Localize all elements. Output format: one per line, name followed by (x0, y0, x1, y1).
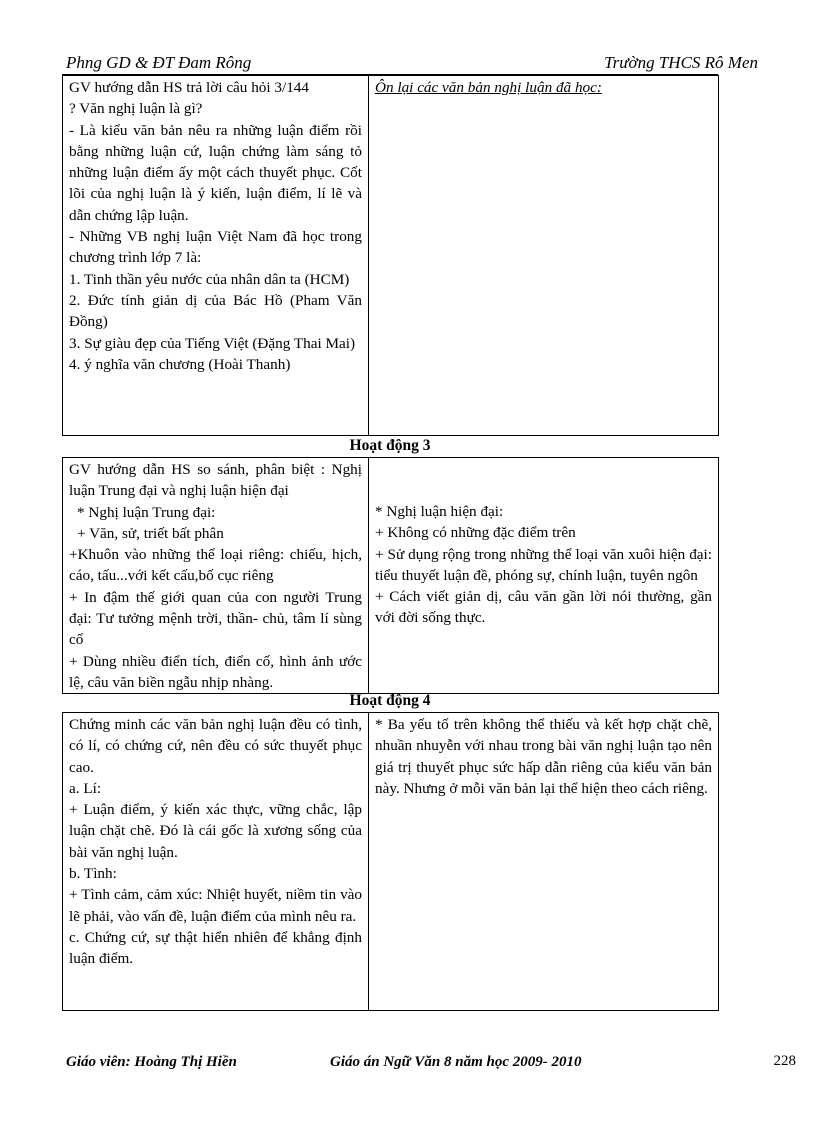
text-line: * Nghị luận Trung đại: (77, 503, 216, 521)
text-line: 1. Tinh thần yêu nước của nhân dân ta (HCM) (69, 270, 350, 288)
footer-teacher: Giáo viên: Hoàng Thị Hiền (66, 1054, 237, 1070)
text-line: + Sử dụng rộng trong những thể loại văn xuôi hiện đại: tiểu thuyết luận đề, phóng sự, chính luận, tuyên ngôn (375, 545, 712, 584)
section-4-row (63, 713, 719, 1011)
section-3-right-cell (369, 458, 719, 694)
section-4-right-cell (369, 713, 719, 1011)
section-1-table (62, 75, 719, 436)
text-line: 4. ý nghĩa văn chương (Hoài Thanh) (69, 355, 291, 373)
text-line: ? Văn nghị luận là gì? (69, 100, 203, 118)
text-line: GV hướng dẫn HS trả lời câu hỏi 3/144 (69, 79, 309, 96)
text-line: + Tình cảm, cảm xúc: Nhiệt huyết, niềm tin vào lẽ phải, vào vấn đề, luận điểm của mình nêu ra. (69, 886, 362, 925)
section-3-left-cell (63, 458, 369, 694)
activity-3-heading: Hoạt động 3 (349, 437, 431, 454)
text-line: c. Chứng cứ, sự thật hiển nhiên để khẳng định luận điểm. (69, 928, 362, 968)
text-line: - Những VB nghị luận Việt Nam đã học trong chương trình lớp 7 là: (69, 228, 362, 267)
text-line: +Khuôn vào những thể loại riêng: chiếu, hịch, cáo, tấu...với kết cấu,bố cục riêng (69, 546, 362, 585)
section-3-row (63, 458, 719, 694)
text-line: + In đậm thế giới quan của con người Trung đại: Tư tưởng mệnh trời, thần- chủ, tâm lí sùng cổ (69, 588, 362, 649)
page-number: 228 (773, 1053, 796, 1069)
text-line: 2. Đức tính giản dị của Bác Hồ (Pham Văn Đồng) (69, 291, 362, 331)
section-4-table (62, 712, 719, 1011)
text-line: + Cách viết giản dị, câu văn gần lời nói thường, gần với đời sống thực. (375, 588, 712, 627)
activity-4-heading: Hoạt động 4 (349, 692, 431, 709)
section-3-table (62, 457, 719, 694)
section-1-left-cell (63, 76, 369, 436)
text-line: * Ba yếu tố trên không thể thiếu và kết hợp chặt chẽ, nhuần nhuyễn với nhau trong bài văn nghị luận tạo nên giá trị thuyết phục sức hấp dẫn riêng của kiểu văn bản này. Nhưng ở mỗi văn bản lại thể hiện theo cách riêng. (375, 716, 712, 797)
text-line: + Văn, sử, triết bất phân (77, 524, 224, 542)
section-4-left-cell (63, 713, 369, 1011)
text-line: * Nghị luận hiện đại: (375, 503, 504, 520)
text-line: GV hướng dẫn HS so sánh, phân biệt : Nghị luận Trung đại và nghị luận hiện đại (69, 461, 362, 500)
header-school-office: Phng GD & ĐT Đam Rông (66, 53, 252, 72)
section-1-right-cell (369, 76, 719, 436)
text-line: Chứng minh các văn bản nghị luận đều có tình, có lí, có chứng cứ, nên đều có sức thuyết phục cao. (69, 716, 362, 776)
text-line: a. Lí: (69, 779, 102, 797)
footer-lesson-plan: Giáo án Ngữ Văn 8 năm học 2009- 2010 (330, 1054, 582, 1070)
section-1-right-heading: Ôn lại các văn bản nghị luận đã học: (375, 79, 602, 96)
text-line: b. Tình: (69, 865, 117, 883)
section-1-row (63, 76, 719, 436)
text-line: + Dùng nhiều điển tích, điển cố, hình ảnh ước lệ, câu văn biền ngẫu nhịp nhàng. (69, 652, 362, 691)
text-line: + Luận điểm, ý kiến xác thực, vững chắc, lập luận chặt chẽ. Đó là cái gốc là xương sống của bài văn nghị luận. (69, 801, 362, 861)
text-line: + Không có những đặc điểm trên (375, 524, 576, 542)
header-school-name: Trường THCS Rô Men (604, 53, 758, 72)
text-line: - Là kiểu văn bản nêu ra những luận điểm rồi bằng những luận cứ, luận chứng làm sáng tỏ những luận điểm ấy một cách thuyết phục. Cốt lõi của nghị luận là ý kiến, luận điểm, lí lẽ và dẫn chứng lập luận. (69, 121, 362, 224)
text-line: 3. Sự giàu đẹp của Tiếng Việt (Đặng Thai Mai) (69, 334, 356, 352)
